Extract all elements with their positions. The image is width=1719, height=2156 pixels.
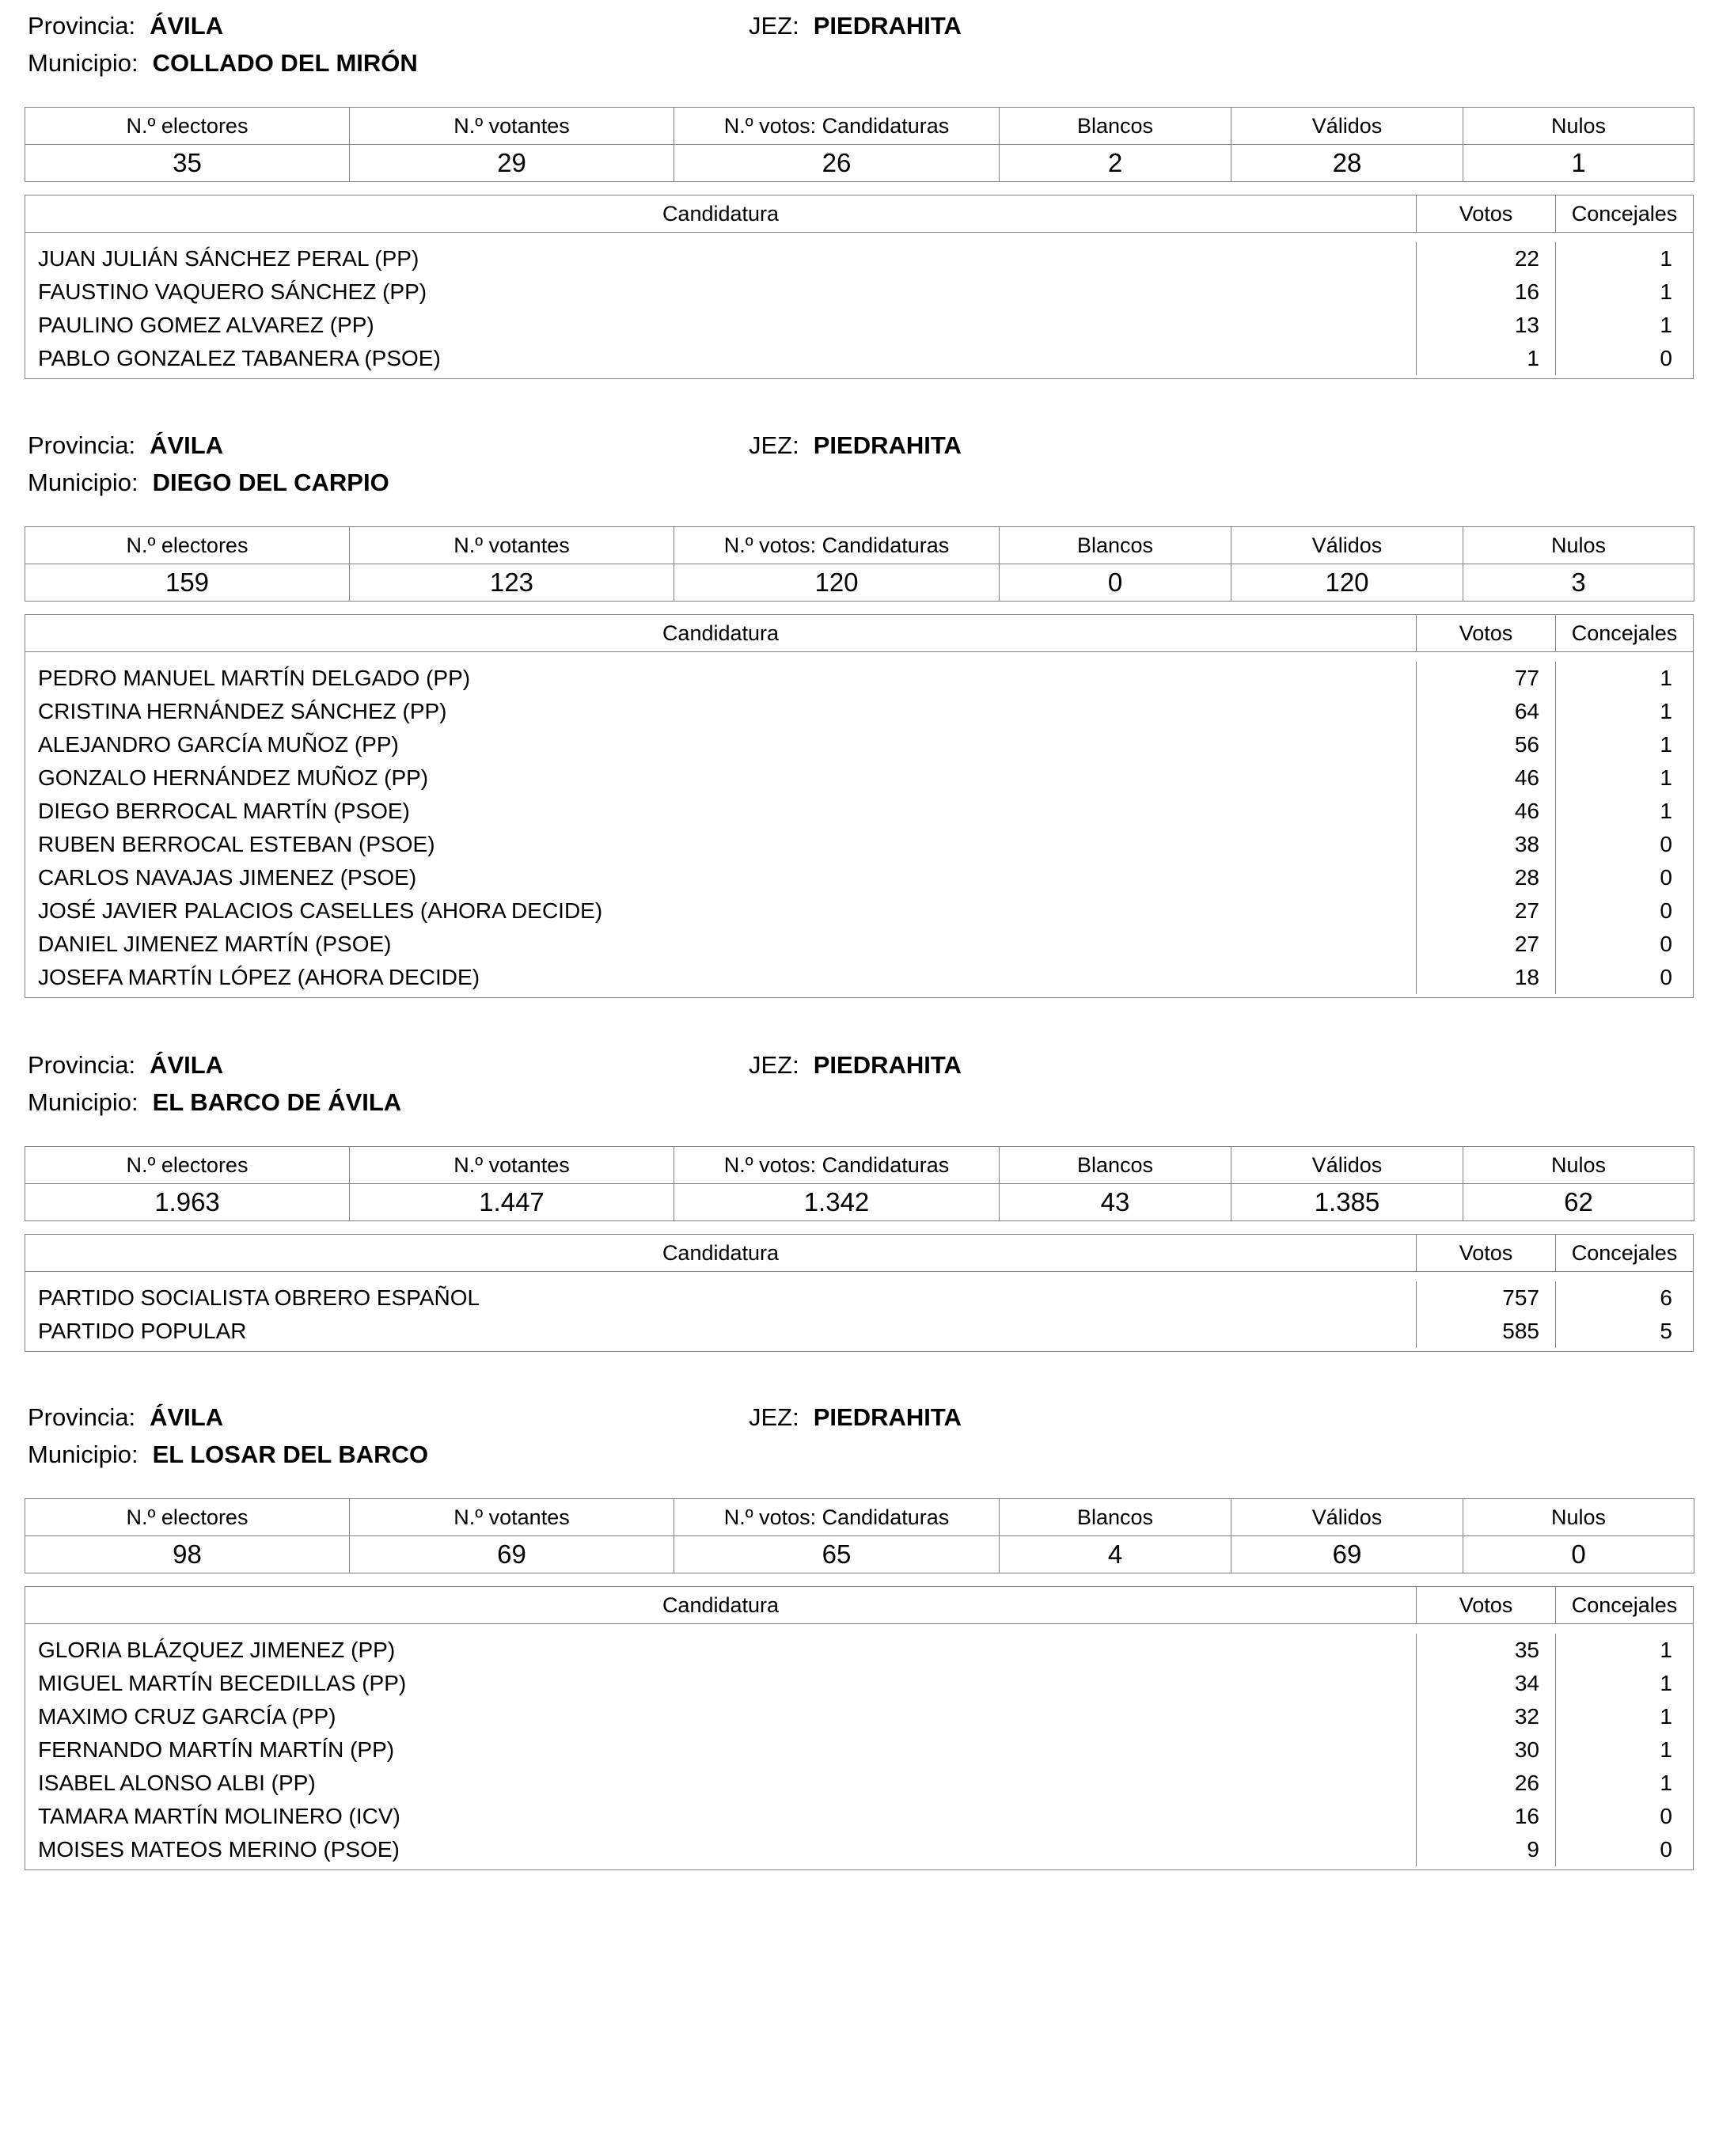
candidatura-row <box>25 1733 1693 1767</box>
provincia-line <box>28 12 223 40</box>
municipio-line <box>28 1088 401 1117</box>
candidatura-name: FERNANDO MARTÍN MARTÍN (PP) <box>25 1733 1417 1767</box>
candidatura-name: MIGUEL MARTÍN BECEDILLAS (PP) <box>25 1667 1417 1700</box>
candidaturas-table <box>25 1586 1694 1870</box>
municipio-value: EL BARCO DE ÁVILA <box>152 1088 402 1116</box>
candidatura-concejales: 0 <box>1660 965 1672 989</box>
candidatura-votos: 16 <box>1417 1800 1556 1833</box>
candidatura-votos: 28 <box>1417 861 1556 894</box>
candidatura-name: GONZALO HERNÁNDEZ MUÑOZ (PP) <box>25 761 1417 795</box>
candidatura-votos: 46 <box>1417 761 1556 795</box>
candidatura-row <box>25 1700 1693 1733</box>
candidatura-row <box>25 1634 1693 1667</box>
candidatura-name: ALEJANDRO GARCÍA MUÑOZ (PP) <box>25 728 1417 761</box>
provincia-label: Provincia: <box>28 1051 136 1079</box>
candidatura-row <box>25 242 1693 275</box>
jez-line <box>749 1403 962 1432</box>
jez-value: PIEDRAHITA <box>813 1051 962 1079</box>
validos-header: Válidos <box>1231 108 1463 145</box>
summary-table <box>25 107 1694 182</box>
candidatura-concejales: 1 <box>1660 1671 1672 1695</box>
candidatura-votos: 13 <box>1417 309 1556 342</box>
blancos-value: 0 <box>1000 564 1231 602</box>
votos-header: Votos <box>1417 1587 1556 1623</box>
candidatura-name: CRISTINA HERNÁNDEZ SÁNCHEZ (PP) <box>25 695 1417 728</box>
candidatura-concejales: 1 <box>1660 666 1672 690</box>
nulos-value: 1 <box>1463 145 1694 182</box>
blancos-value: 43 <box>1000 1184 1231 1221</box>
electores-header: N.º electores <box>25 1147 350 1184</box>
concejales-header: Concejales <box>1571 201 1678 226</box>
candidatura-concejales: 1 <box>1660 1638 1672 1662</box>
candidatura-concejales: 1 <box>1660 246 1672 271</box>
provincia-line <box>28 1403 223 1432</box>
candidatura-name: TAMARA MARTÍN MOLINERO (ICV) <box>25 1800 1417 1833</box>
summary-value-row <box>25 1536 1694 1573</box>
candidatura-votos: 34 <box>1417 1667 1556 1700</box>
candidatura-votos: 77 <box>1417 662 1556 695</box>
summary-header-row <box>25 527 1694 564</box>
candidatura-row <box>25 1767 1693 1800</box>
candidatura-name: PEDRO MANUEL MARTÍN DELGADO (PP) <box>25 662 1417 695</box>
candidatura-row <box>25 1833 1693 1866</box>
concejales-header: Concejales <box>1571 1592 1678 1617</box>
votantes-value: 29 <box>350 145 674 182</box>
candidatura-concejales: 1 <box>1660 732 1672 757</box>
candidatura-votos: 46 <box>1417 795 1556 828</box>
candidatura-row <box>25 695 1693 728</box>
candidatura-votos: 35 <box>1417 1634 1556 1667</box>
candidatura-concejales: 1 <box>1660 1704 1672 1729</box>
blancos-header: Blancos <box>1000 1147 1231 1184</box>
candidaturas-table <box>25 1234 1694 1352</box>
candidaturas-rows <box>25 1624 1693 1869</box>
municipio-line <box>28 49 418 78</box>
votantes-header: N.º votantes <box>350 108 674 145</box>
summary-value-row <box>25 145 1694 182</box>
municipio-label: Municipio: <box>28 469 139 496</box>
municipio-label: Municipio: <box>28 1440 139 1468</box>
electores-value: 159 <box>25 564 350 602</box>
provincia-value: ÁVILA <box>150 1051 224 1079</box>
jez-line <box>749 431 962 460</box>
electores-header: N.º electores <box>25 108 350 145</box>
candidaturas-header-row <box>25 615 1693 652</box>
electores-header: N.º electores <box>25 527 350 564</box>
candidaturas-header-row <box>25 1235 1693 1272</box>
jez-label: JEZ: <box>749 1403 799 1431</box>
candidatura-votos: 38 <box>1417 828 1556 861</box>
electores-header: N.º electores <box>25 1499 350 1536</box>
concejales-header: Concejales <box>1571 621 1678 645</box>
candidatura-name: PARTIDO POPULAR <box>25 1315 1417 1348</box>
summary-table <box>25 1146 1694 1221</box>
candidatura-name: DIEGO BERROCAL MARTÍN (PSOE) <box>25 795 1417 828</box>
candidatura-row <box>25 728 1693 761</box>
validos-value: 69 <box>1231 1536 1463 1573</box>
candidatura-name: JOSÉ JAVIER PALACIOS CASELLES (AHORA DECIDE) <box>25 894 1417 928</box>
electores-value: 35 <box>25 145 350 182</box>
candidatura-concejales: 1 <box>1660 1737 1672 1762</box>
votos-candidaturas-value: 26 <box>674 145 1000 182</box>
candidatura-name: GLORIA BLÁZQUEZ JIMENEZ (PP) <box>25 1634 1417 1667</box>
nulos-header: Nulos <box>1463 527 1694 564</box>
candidatura-row <box>25 309 1693 342</box>
candidatura-votos: 1 <box>1417 342 1556 375</box>
summary-table <box>25 526 1694 602</box>
candidatura-concejales: 1 <box>1660 799 1672 823</box>
candidatura-row <box>25 961 1693 994</box>
validos-value: 120 <box>1231 564 1463 602</box>
jez-value: PIEDRAHITA <box>813 431 962 459</box>
candidatura-row <box>25 795 1693 828</box>
municipio-value: COLLADO DEL MIRÓN <box>152 49 418 77</box>
candidatura-row <box>25 275 1693 309</box>
validos-header: Válidos <box>1231 527 1463 564</box>
votantes-value: 123 <box>350 564 674 602</box>
validos-header: Válidos <box>1231 1147 1463 1184</box>
municipio-value: DIEGO DEL CARPIO <box>152 469 389 496</box>
candidatura-concejales: 1 <box>1660 313 1672 337</box>
blancos-value: 2 <box>1000 145 1231 182</box>
summary-header-row <box>25 1147 1694 1184</box>
votantes-header: N.º votantes <box>350 1147 674 1184</box>
candidatura-name: PARTIDO SOCIALISTA OBRERO ESPAÑOL <box>25 1281 1417 1315</box>
summary-value-row <box>25 1184 1694 1221</box>
candidatura-name: PAULINO GOMEZ ALVAREZ (PP) <box>25 309 1417 342</box>
validos-value: 28 <box>1231 145 1463 182</box>
candidatura-name: DANIEL JIMENEZ MARTÍN (PSOE) <box>25 928 1417 961</box>
candidatura-concejales: 0 <box>1660 832 1672 856</box>
candidatura-concejales: 0 <box>1660 865 1672 890</box>
votantes-value: 1.447 <box>350 1184 674 1221</box>
candidatura-name: FAUSTINO VAQUERO SÁNCHEZ (PP) <box>25 275 1417 309</box>
municipio-value: EL LOSAR DEL BARCO <box>152 1440 429 1468</box>
candidaturas-header-row <box>25 195 1693 233</box>
candidatura-votos: 585 <box>1417 1315 1556 1348</box>
candidatura-name: ISABEL ALONSO ALBI (PP) <box>25 1767 1417 1800</box>
candidatura-votos: 32 <box>1417 1700 1556 1733</box>
nulos-value: 0 <box>1463 1536 1694 1573</box>
candidatura-row <box>25 928 1693 961</box>
candidatura-concejales: 0 <box>1660 898 1672 923</box>
candidatura-row <box>25 1281 1693 1315</box>
summary-table <box>25 1498 1694 1573</box>
summary-header-row <box>25 108 1694 145</box>
provincia-label: Provincia: <box>28 1403 136 1431</box>
candidatura-name: PABLO GONZALEZ TABANERA (PSOE) <box>25 342 1417 375</box>
nulos-value: 62 <box>1463 1184 1694 1221</box>
blancos-header: Blancos <box>1000 1499 1231 1536</box>
candidatura-votos: 56 <box>1417 728 1556 761</box>
municipio-label: Municipio: <box>28 49 139 77</box>
candidatura-votos: 30 <box>1417 1733 1556 1767</box>
provincia-value: ÁVILA <box>150 431 224 459</box>
nulos-header: Nulos <box>1463 1147 1694 1184</box>
candidatura-votos: 757 <box>1417 1281 1556 1315</box>
nulos-value: 3 <box>1463 564 1694 602</box>
candidatura-row <box>25 761 1693 795</box>
provincia-value: ÁVILA <box>150 12 224 40</box>
candidatura-concejales: 1 <box>1660 1771 1672 1795</box>
candidatura-concejales: 5 <box>1660 1319 1672 1343</box>
candidaturas-header-row <box>25 1587 1693 1624</box>
candidatura-name: CARLOS NAVAJAS JIMENEZ (PSOE) <box>25 861 1417 894</box>
candidatura-name: RUBEN BERROCAL ESTEBAN (PSOE) <box>25 828 1417 861</box>
candidatura-votos: 16 <box>1417 275 1556 309</box>
nulos-header: Nulos <box>1463 108 1694 145</box>
candidatura-name: JUAN JULIÁN SÁNCHEZ PERAL (PP) <box>25 242 1417 275</box>
votantes-header: N.º votantes <box>350 1499 674 1536</box>
candidatura-header: Candidatura <box>25 615 1417 651</box>
candidatura-concejales: 1 <box>1660 699 1672 723</box>
candidatura-header: Candidatura <box>25 1587 1417 1623</box>
candidatura-row <box>25 861 1693 894</box>
summary-value-row <box>25 564 1694 602</box>
candidatura-concejales: 6 <box>1660 1285 1672 1310</box>
candidatura-row <box>25 894 1693 928</box>
candidaturas-rows <box>25 1272 1693 1351</box>
nulos-header: Nulos <box>1463 1499 1694 1536</box>
municipio-label: Municipio: <box>28 1088 139 1116</box>
provincia-line <box>28 1051 223 1080</box>
candidatura-votos: 64 <box>1417 695 1556 728</box>
votos-header: Votos <box>1417 195 1556 232</box>
candidatura-votos: 9 <box>1417 1833 1556 1866</box>
votantes-header: N.º votantes <box>350 527 674 564</box>
candidaturas-rows <box>25 652 1693 997</box>
blancos-header: Blancos <box>1000 108 1231 145</box>
provincia-line <box>28 431 223 460</box>
candidatura-row <box>25 1315 1693 1348</box>
candidatura-row <box>25 662 1693 695</box>
electores-value: 1.963 <box>25 1184 350 1221</box>
jez-value: PIEDRAHITA <box>813 12 962 40</box>
candidatura-row <box>25 1667 1693 1700</box>
candidatura-header: Candidatura <box>25 1235 1417 1271</box>
candidatura-name: MOISES MATEOS MERINO (PSOE) <box>25 1833 1417 1866</box>
jez-label: JEZ: <box>749 12 799 40</box>
candidaturas-table <box>25 614 1694 998</box>
votos-candidaturas-header: N.º votos: Candidaturas <box>674 1499 1000 1536</box>
votos-candidaturas-value: 65 <box>674 1536 1000 1573</box>
votos-candidaturas-value: 1.342 <box>674 1184 1000 1221</box>
candidatura-concejales: 1 <box>1660 765 1672 790</box>
votos-header: Votos <box>1417 1235 1556 1271</box>
votos-candidaturas-header: N.º votos: Candidaturas <box>674 1147 1000 1184</box>
votos-header: Votos <box>1417 615 1556 651</box>
candidatura-header: Candidatura <box>25 195 1417 232</box>
votos-candidaturas-header: N.º votos: Candidaturas <box>674 527 1000 564</box>
candidatura-votos: 22 <box>1417 242 1556 275</box>
municipio-line <box>28 1440 428 1469</box>
candidatura-name: MAXIMO CRUZ GARCÍA (PP) <box>25 1700 1417 1733</box>
candidaturas-table <box>25 195 1694 379</box>
candidatura-votos: 26 <box>1417 1767 1556 1800</box>
votos-candidaturas-value: 120 <box>674 564 1000 602</box>
validos-header: Válidos <box>1231 1499 1463 1536</box>
concejales-header: Concejales <box>1571 1240 1678 1265</box>
candidatura-votos: 27 <box>1417 928 1556 961</box>
candidaturas-rows <box>25 233 1693 378</box>
jez-line <box>749 1051 962 1080</box>
votantes-value: 69 <box>350 1536 674 1573</box>
candidatura-votos: 18 <box>1417 961 1556 994</box>
electores-value: 98 <box>25 1536 350 1573</box>
candidatura-concejales: 0 <box>1660 932 1672 956</box>
candidatura-concejales: 0 <box>1660 346 1672 370</box>
blancos-header: Blancos <box>1000 527 1231 564</box>
municipio-line <box>28 469 389 497</box>
candidatura-concejales: 1 <box>1660 279 1672 304</box>
candidatura-row <box>25 828 1693 861</box>
jez-label: JEZ: <box>749 431 799 459</box>
candidatura-name: JOSEFA MARTÍN LÓPEZ (AHORA DECIDE) <box>25 961 1417 994</box>
jez-label: JEZ: <box>749 1051 799 1079</box>
provincia-value: ÁVILA <box>150 1403 224 1431</box>
candidatura-concejales: 0 <box>1660 1804 1672 1828</box>
candidatura-votos: 27 <box>1417 894 1556 928</box>
blancos-value: 4 <box>1000 1536 1231 1573</box>
candidatura-concejales: 0 <box>1660 1837 1672 1862</box>
candidatura-row <box>25 1800 1693 1833</box>
jez-line <box>749 12 962 40</box>
candidatura-row <box>25 342 1693 375</box>
jez-value: PIEDRAHITA <box>813 1403 962 1431</box>
provincia-label: Provincia: <box>28 431 136 459</box>
validos-value: 1.385 <box>1231 1184 1463 1221</box>
votos-candidaturas-header: N.º votos: Candidaturas <box>674 108 1000 145</box>
summary-header-row <box>25 1499 1694 1536</box>
provincia-label: Provincia: <box>28 12 136 40</box>
